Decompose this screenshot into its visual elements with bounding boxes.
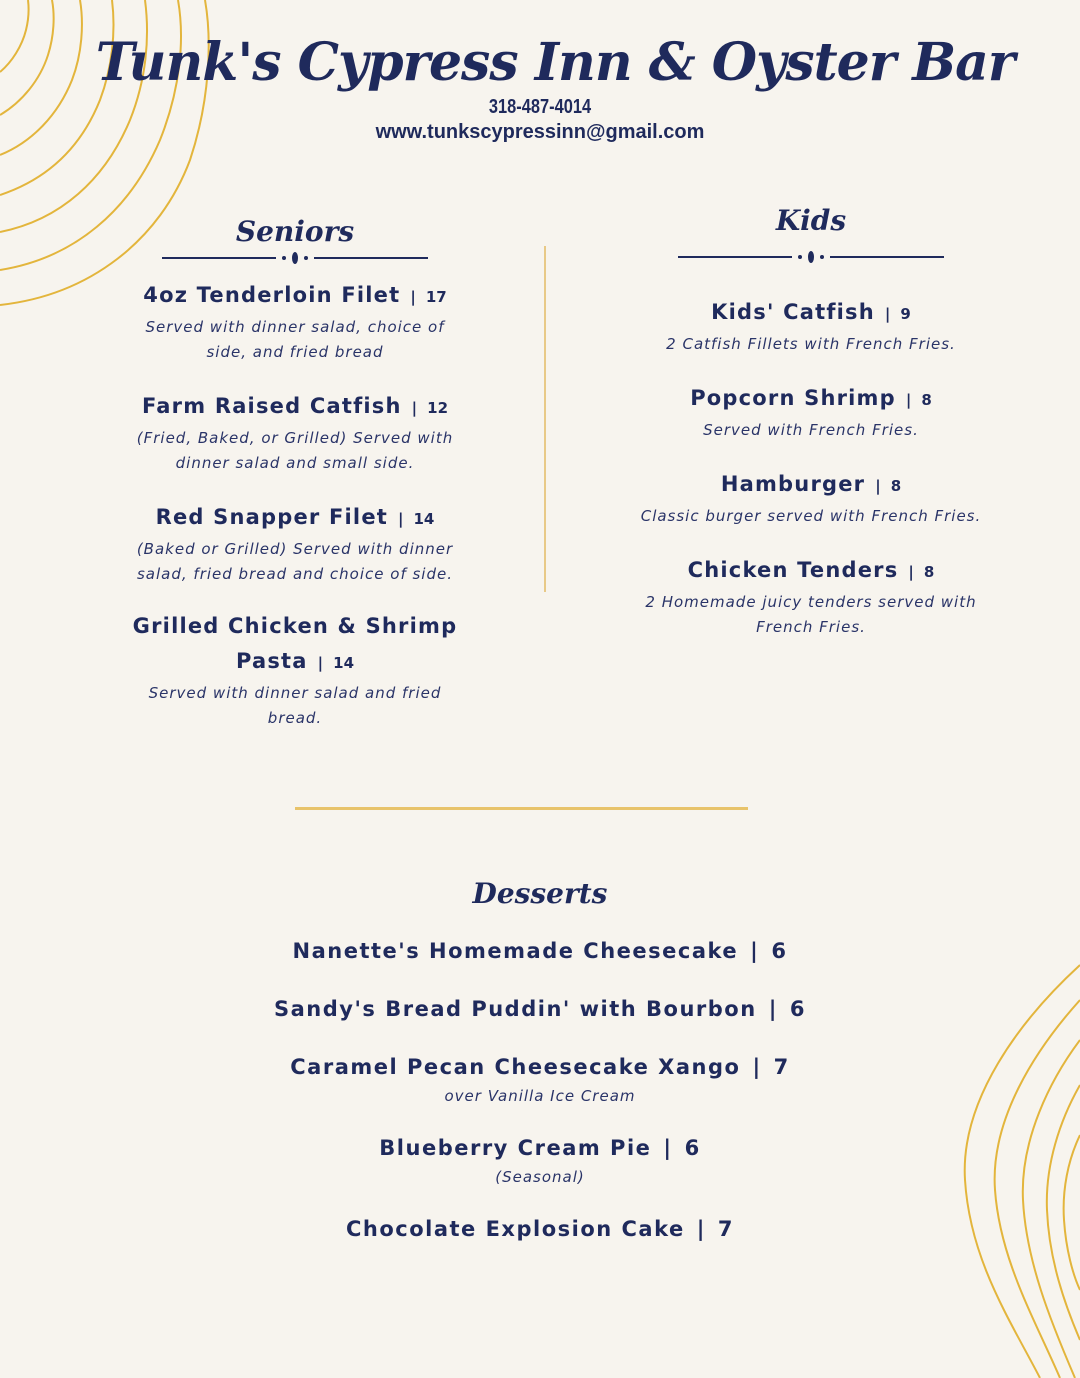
contour-lines-bottom-right [950,960,1080,1378]
menu-item-price: 8 [890,477,902,495]
menu-item-description: Served with dinner salad, choice of side, and fried bread [145,318,445,361]
menu-item-description: Classic burger served with French Fries. [640,507,982,525]
menu-item [636,381,986,443]
dessert-item-price: 6 [771,939,788,963]
dessert-item [240,992,840,1026]
ornament-divider [162,250,428,266]
menu-item [636,553,986,640]
seniors-section [120,214,470,731]
dessert-item-name: Nanette's Homemade Cheesecake | 6 [292,939,788,963]
menu-item-price: 8 [921,391,932,409]
dessert-item-name: Blueberry Cream Pie | 6 [379,1136,701,1160]
menu-item-description: 2 Homemade juicy tenders served with French Fries. [645,593,977,636]
menu-item [636,295,986,357]
dessert-item-price: 6 [789,997,806,1021]
ornament-divider [678,249,944,265]
menu-item-name: Chicken Tenders | 8 [687,558,935,582]
menu-item-price: 17 [425,288,447,306]
menu-item-price: 8 [923,563,935,581]
email-address: www.tunkscypressinn@gmail.com [375,121,705,143]
dessert-item-note: over Vanilla Ice Cream [444,1087,636,1105]
kids-section [636,203,986,640]
menu-item-name: Grilled Chicken & Shrimp Pasta | 14 [132,614,458,673]
dessert-item [240,1050,840,1109]
menu-item-name: 4oz Tenderloin Filet | 17 [143,283,447,307]
menu-item-name: Popcorn Shrimp | 8 [690,386,932,410]
menu-item-description: (Baked or Grilled) Served with dinner salad, fried bread and choice of side. [136,540,454,583]
restaurant-name: Tunk's Cypress Inn & Oyster Bar [95,32,1015,93]
menu-item-name: Kids' Catfish | 9 [711,300,911,324]
menu-item-description: (Fried, Baked, or Grilled) Served with dinner salad and small side. [136,429,454,472]
menu-item-price: 9 [900,305,911,323]
dessert-item-price: 6 [684,1136,701,1160]
phone-number: 318-487-4014 [488,96,592,118]
menu-item [120,389,470,476]
menu-item [636,467,986,529]
section-title-seniors: Seniors [235,215,355,248]
dessert-item [240,934,840,968]
menu-item-description: Served with dinner salad and fried bread. [148,684,442,727]
menu-item-price: 12 [427,399,449,417]
dessert-item [240,1131,840,1190]
menu-item-description: 2 Catfish Fillets with French Fries. [666,335,956,353]
menu-item-name: Red Snapper Filet | 14 [155,505,435,529]
dessert-item-name: Sandy's Bread Puddin' with Bourbon | 6 [274,997,806,1021]
column-divider [544,246,546,592]
menu-item-name: Hamburger | 8 [720,472,902,496]
section-divider [295,807,748,810]
menu-item [120,500,470,587]
menu-item [120,278,470,365]
dessert-item-price: 7 [717,1217,735,1241]
dessert-item-price: 7 [773,1055,790,1079]
section-title-desserts: Desserts [472,877,608,910]
menu-item-price: 14 [333,654,355,672]
menu-item-name: Farm Raised Catfish | 12 [141,394,449,418]
dessert-item-note: (Seasonal) [495,1168,585,1186]
dessert-item-name: Caramel Pecan Cheesecake Xango | 7 [290,1055,790,1079]
menu-item-price: 14 [413,510,435,528]
dessert-item-name: Chocolate Explosion Cake | 7 [345,1217,735,1241]
section-title-kids: Kids [775,204,847,237]
dessert-item [240,1212,840,1246]
menu-item [120,609,470,731]
menu-header [0,30,1080,146]
menu-item-description: Served with French Fries. [703,421,919,439]
desserts-section [240,876,840,1246]
